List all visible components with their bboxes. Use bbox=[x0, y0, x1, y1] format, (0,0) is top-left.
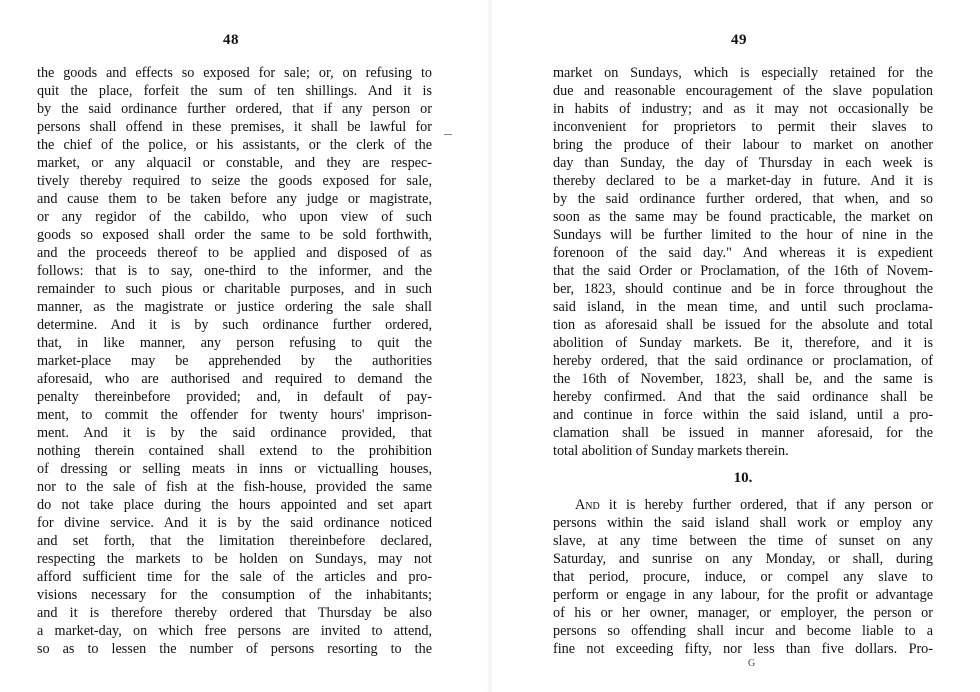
signature-mark: G bbox=[748, 658, 756, 669]
text-line: afford sufficient time for the sale of the articles and pro- bbox=[37, 569, 432, 585]
text-line: nothing therein contained shall extend to the prohibition bbox=[37, 443, 432, 459]
text-line: goods so exposed shall order the same to be sold forthwith, bbox=[37, 227, 432, 243]
text-line: ment, to commit the offender for twenty hours' imprison- bbox=[37, 407, 432, 423]
text-line: the goods and effects so exposed for sale; or, on refusing to bbox=[37, 65, 432, 81]
text-line: penalty thereinbefore provided; and, in default of pay- bbox=[37, 389, 432, 405]
section-first-line: it is hereby further ordered, that if any person or bbox=[599, 497, 933, 513]
text-line: of his or her owner, manager, or employer, the person or bbox=[553, 605, 933, 621]
page-number-right: 49 bbox=[731, 32, 747, 48]
section-number: 10. bbox=[733, 470, 753, 486]
text-line: inconvenient for proprietors to permit their slaves to bbox=[553, 119, 933, 135]
text-line: the chief of the police, or his assistants, or the clerk of the bbox=[37, 137, 432, 153]
text-line: Saturday, and sunrise on any Monday, or shall, during bbox=[553, 551, 933, 567]
text-line: by the said ordinance further ordered, that when, and so bbox=[553, 191, 933, 207]
text-line: abolition of Sunday markets. Be it, therefore, and it is bbox=[553, 335, 933, 351]
right-page bbox=[490, 0, 980, 692]
text-line: so as to lessen the number of persons resorting to the bbox=[37, 641, 432, 657]
text-line: in habits of industry; and as it may not occasionally be bbox=[553, 101, 933, 117]
page-number-left: 48 bbox=[223, 32, 239, 48]
text-line: persons shall offend in these premises, it shall be lawful for bbox=[37, 119, 432, 135]
text-line: that, in like manner, any person refusing to quit the bbox=[37, 335, 432, 351]
section-paragraph bbox=[553, 496, 933, 658]
text-line: perform or engage in any labour, for the profit or advantage bbox=[553, 587, 933, 603]
text-line: total abolition of Sunday markets therein. bbox=[553, 443, 789, 459]
text-line: clamation shall be issued in manner aforesaid, for the bbox=[553, 425, 933, 441]
text-line: follows: that is to say, one-third to the informer, and the bbox=[37, 263, 432, 279]
section-lead-word: And bbox=[575, 497, 600, 513]
text-line: respecting the markets to be holden on Sundays, may not bbox=[37, 551, 432, 567]
text-line: remainder to such pious or charitable purposes, and in such bbox=[37, 281, 432, 297]
margin-mark bbox=[444, 134, 452, 135]
text-line: market on Sundays, which is especially retained for the bbox=[553, 65, 933, 81]
text-line: by the said ordinance further ordered, that if any person or bbox=[37, 101, 432, 117]
text-line: quit the place, forfeit the sum of ten shillings. And it is bbox=[37, 83, 432, 99]
text-line: persons so offending shall incur and become liable to a bbox=[553, 623, 933, 639]
text-line: that period, procure, induce, or compel any slave to bbox=[553, 569, 933, 585]
text-line: visions necessary for the consumption of the inhabitants; bbox=[37, 587, 432, 603]
text-line: thereby declared to be a market-day in future. And it is bbox=[553, 173, 933, 189]
text-line: slave, at any time between the time of sunset on any bbox=[553, 533, 933, 549]
text-line: market-place may be apprehended by the authorities bbox=[37, 353, 432, 369]
text-line: Sundays will be further limited to the hour of nine in the bbox=[553, 227, 933, 243]
text-line: nor to the sale of fish at the fish-house, provided the same bbox=[37, 479, 432, 495]
text-line: or any regidor of the cabildo, who upon view of such bbox=[37, 209, 432, 225]
text-line: hereby confirmed. And that the said ordinance shall be bbox=[553, 389, 933, 405]
text-line: determine. And it is by such ordinance further ordered, bbox=[37, 317, 432, 333]
text-line: the 16th of November, 1823, shall be, and the same is bbox=[553, 371, 933, 387]
text-line: tively thereby required to seize the goods exposed for sale, bbox=[37, 173, 432, 189]
left-page-text bbox=[37, 64, 432, 658]
text-line: and cause them to be taken before any judge or magistrate, bbox=[37, 191, 432, 207]
text-line: persons within the said island shall work or employ any bbox=[553, 515, 933, 531]
text-line: tion as aforesaid shall be issued for the absolute and total bbox=[553, 317, 933, 333]
text-line: a market-day, on which free persons are invited to attend, bbox=[37, 623, 432, 639]
text-line: soon as the same may be found practicable, the market on bbox=[553, 209, 933, 225]
text-line: manner, as the magistrate or justice ordering the sale shall bbox=[37, 299, 432, 315]
text-line: and the proceeds thereof to be applied and disposed of as bbox=[37, 245, 432, 261]
text-line: ment. And it is by the said ordinance provided, that bbox=[37, 425, 432, 441]
text-line: fine not exceeding fifty, nor less than five dollars. Pro- bbox=[553, 641, 933, 657]
text-line: and it is therefore thereby ordered that Thursday be also bbox=[37, 605, 432, 621]
text-line: said island, in the mean time, and until such proclama- bbox=[553, 299, 933, 315]
text-line: day than Sunday, the day of Thursday in each week is bbox=[553, 155, 933, 171]
text-line bbox=[553, 496, 933, 514]
right-page-text bbox=[553, 64, 933, 658]
text-line: do not take place during the hours appointed and set apart bbox=[37, 497, 432, 513]
text-line: market, or any alquacil or constable, and they are respec- bbox=[37, 155, 432, 171]
text-line: and set forth, that the limitation thereinbefore declared, bbox=[37, 533, 432, 549]
paragraph-continued bbox=[553, 64, 933, 460]
text-line: bring the produce of their labour to market on another bbox=[553, 137, 933, 153]
text-line: ber, 1823, should continue and be in force throughout the bbox=[553, 281, 933, 297]
text-line: that the said Order or Proclamation, of the 16th of Novem- bbox=[553, 263, 933, 279]
text-line: for divine service. And it is by the said ordinance noticed bbox=[37, 515, 432, 531]
text-line: forenoon of the said day." And whereas it is expedient bbox=[553, 245, 933, 261]
text-line: aforesaid, who are authorised and required to demand the bbox=[37, 371, 432, 387]
text-line: and continue in force within the said island, until a pro- bbox=[553, 407, 933, 423]
text-line: hereby ordered, that the said ordinance or proclamation, of bbox=[553, 353, 933, 369]
text-line: due and reasonable encouragement of the slave population bbox=[553, 83, 933, 99]
text-line: of dressing or selling meats in inns or victualling houses, bbox=[37, 461, 432, 477]
